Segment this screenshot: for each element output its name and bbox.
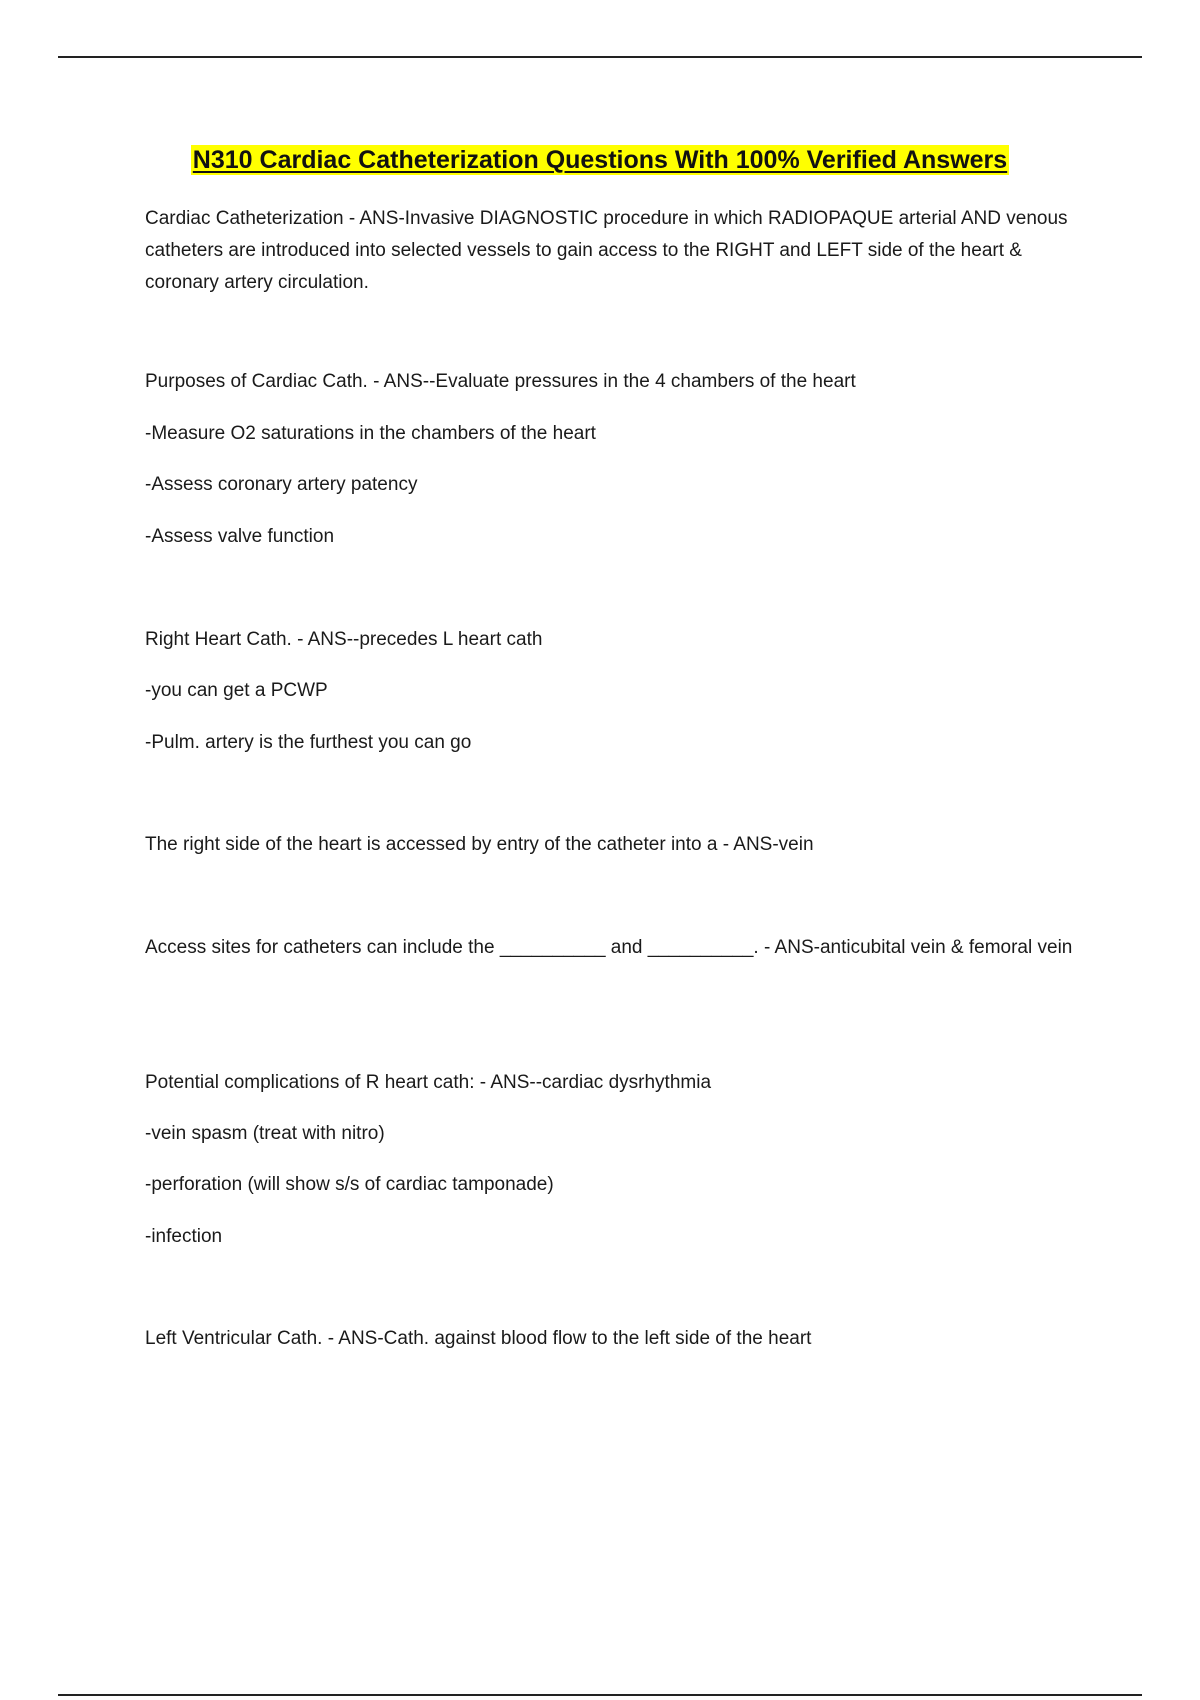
paragraph-pcwp: -you can get a PCWP [145, 680, 328, 701]
paragraph-left-ventricular-cath: Left Ventricular Cath. - ANS-Cath. against blood flow to the left side of the heart [145, 1328, 812, 1349]
title-container [0, 145, 1200, 175]
paragraph-vein-spasm: -vein spasm (treat with nitro) [145, 1123, 385, 1144]
paragraph-right-side-access: The right side of the heart is accessed by entry of the catheter into a - ANS-vein [145, 834, 814, 855]
paragraph-right-heart-cath: Right Heart Cath. - ANS--precedes L heart cath [145, 629, 543, 650]
paragraph-cardiac-catheterization: Cardiac Catheterization - ANS-Invasive DIAGNOSTIC procedure in which RADIOPAQUE arterial AND venous catheters are introduced into selected vessels to gain access to the RIGHT and LEFT side of the heart & coronary artery circulation. [145, 208, 1068, 293]
footer-rule [58, 1694, 1142, 1696]
paragraph-purposes: Purposes of Cardiac Cath. - ANS--Evaluate pressures in the 4 chambers of the heart [145, 371, 856, 392]
paragraph-purpose-valve: -Assess valve function [145, 526, 335, 547]
paragraph-perforation: -perforation (will show s/s of cardiac tamponade) [145, 1174, 554, 1195]
paragraph-complications: Potential complications of R heart cath: - ANS--cardiac dysrhythmia [145, 1072, 712, 1093]
paragraph-pulm-artery: -Pulm. artery is the furthest you can go [145, 732, 472, 753]
header-rule [58, 56, 1142, 58]
paragraph-purpose-o2: -Measure O2 saturations in the chambers of the heart [145, 423, 596, 444]
paragraph-infection: -infection [145, 1226, 223, 1247]
paragraph-purpose-patency: -Assess coronary artery patency [145, 474, 418, 495]
paragraph-access-sites: Access sites for catheters can include the __________ and __________. - ANS-anticubital vein & femoral vein [145, 937, 1073, 958]
document-title: N310 Cardiac Catheterization Questions With 100% Verified Answers [192, 146, 1008, 174]
